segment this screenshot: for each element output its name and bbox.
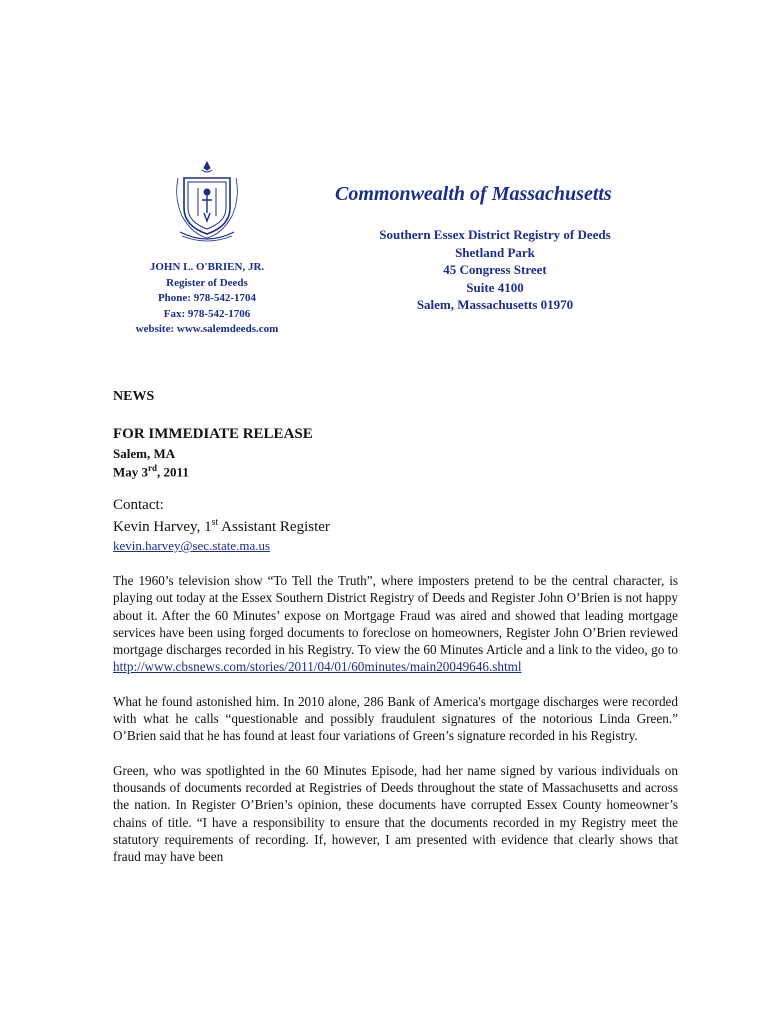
contact-label: Contact: bbox=[113, 497, 164, 513]
address-line-park: Shetland Park bbox=[455, 244, 535, 260]
date-year: , 2011 bbox=[157, 464, 189, 480]
registry-address bbox=[340, 226, 650, 314]
cbs-news-link[interactable]: http://www.cbsnews.com/stories/2011/04/01/60minutes/main20049646.shtml bbox=[113, 659, 522, 675]
contact-name-text: Kevin Harvey, 1 bbox=[113, 519, 212, 535]
date-month: May 3 bbox=[113, 464, 149, 480]
body-paragraph-3: Green, who was spotlighted in the 60 Minutes Episode, had her name signed by various individuals on thousands of documents recorded at Registries of Deeds throughout the state of Massachusetts and across the nation. In Register O’Brien’s opinion, these documents have corrupted Essex County homeowner’s chains of title. “I have a responsibility to ensure that the documents recorded in my Registry meet the statutory requirements of recording. If, however, I am presented with evidence that clearly shows that fraud may have been bbox=[113, 762, 678, 865]
massachusetts-seal-icon bbox=[172, 158, 242, 244]
address-line-suite: Suite 4100 bbox=[466, 279, 524, 295]
register-name: JOHN L. O'BRIEN, JR. bbox=[149, 261, 265, 273]
release-date bbox=[113, 463, 189, 480]
release-location: Salem, MA bbox=[113, 446, 176, 461]
register-fax: Fax: 978-542-1706 bbox=[163, 307, 251, 320]
commonwealth-title: Commonwealth of Massachusetts bbox=[335, 183, 612, 205]
date-suffix: rd bbox=[148, 463, 158, 473]
register-website bbox=[112, 322, 302, 338]
website-label: website: bbox=[135, 323, 175, 335]
immediate-release-heading: FOR IMMEDIATE RELEASE bbox=[113, 426, 313, 442]
address-line-registry: Southern Essex District Registry of Deeds bbox=[379, 227, 611, 242]
body-paragraph-2: What he found astonished him. In 2010 alone, 286 Bank of America's mortgage discharges were recorded with what he calls “questionable and possibly fraudulent signatures of the notorious Linda Green.” O’Brien said that he has found at least four variations of Green’s signature recorded in his Registry. bbox=[113, 693, 678, 744]
body-paragraph-1 bbox=[113, 572, 678, 676]
address-line-city: Salem, Massachusetts 01970 bbox=[416, 297, 574, 312]
register-title: Register of Deeds bbox=[166, 276, 248, 289]
address-line-street: 45 Congress Street bbox=[443, 262, 547, 277]
news-heading: NEWS bbox=[113, 389, 155, 404]
contact-ordinal: st bbox=[211, 517, 219, 528]
register-contact-block bbox=[112, 260, 302, 338]
website-link[interactable]: www.salemdeeds.com bbox=[176, 323, 279, 335]
body-paragraph-1-text: The 1960’s television show “To Tell the Truth”, where imposters pretend to be the central character, is playing out today at the Essex Southern District Registry of Deeds and Register John O’Brien is not happy about it. After the 60 Minutes’ expose on Mortgage Fraud was aired and showed that leading mortgage services have been using forged documents to foreclose on homeowners, Register John O’Brien reviewed mortgage discharges recorded in his Registry. To view the 60 Minutes Article and a link to the video, go to bbox=[113, 573, 678, 658]
contact-name bbox=[113, 517, 330, 536]
contact-email-link[interactable]: kevin.harvey@sec.state.ma.us bbox=[113, 538, 271, 553]
contact-title: Assistant Register bbox=[218, 519, 330, 535]
register-phone: Phone: 978-542-1704 bbox=[157, 292, 257, 304]
press-release-body bbox=[113, 572, 678, 882]
